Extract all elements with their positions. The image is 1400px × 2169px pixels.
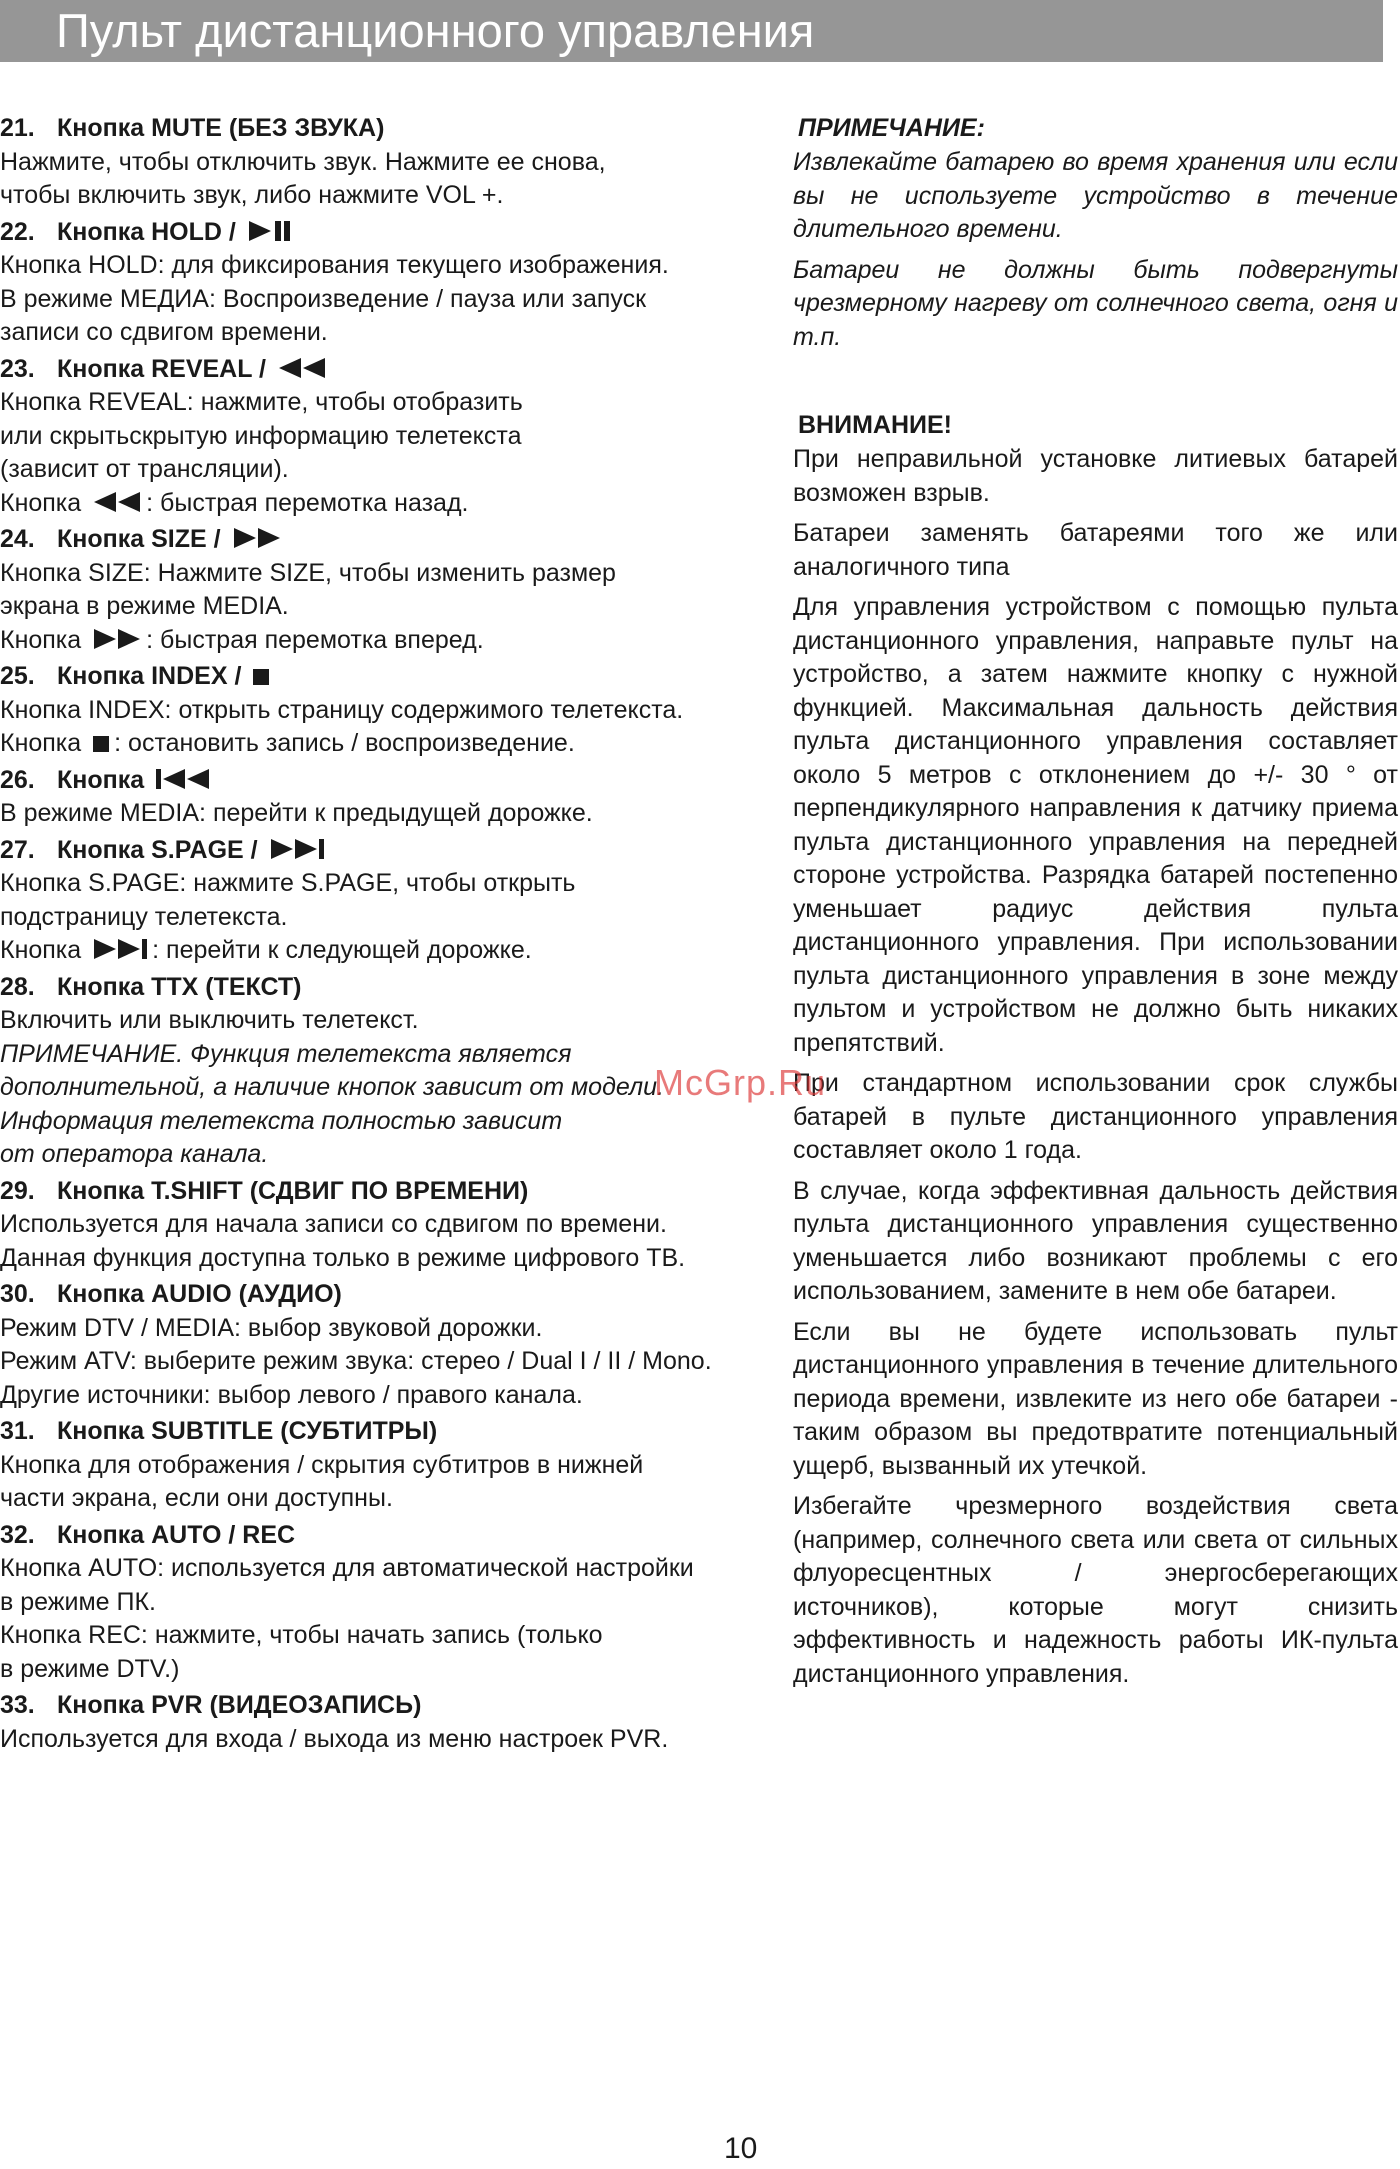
item-text: Кнопка REVEAL: нажмите, чтобы отобразить — [0, 388, 523, 416]
item-title: Кнопка AUTO / REC — [57, 1520, 296, 1549]
rewind-icon — [277, 357, 327, 379]
item-text: Кнопка — [0, 729, 82, 757]
item-note: дополнительной, а наличие кнопок зависит от модели. — [0, 1073, 664, 1101]
item-text: : быстрая перемотка вперед. — [146, 625, 484, 654]
left-column — [0, 112, 785, 1759]
play-pause-icon — [247, 220, 293, 242]
item-number: 33. — [0, 1691, 35, 1719]
item-text: Используется для входа / выхода из меню настроек PVR. — [0, 1724, 669, 1753]
item-title: Кнопка SUBTITLE (СУБТИТРЫ) — [57, 1417, 438, 1445]
item-title: Кнопка SIZE / — [57, 525, 221, 553]
warning-paragraph: В случае, когда эффективная дальность действия пульта дистанционного управления существенно уменьшается либо возникают проблемы с его использованием, замените в нем обе батареи. — [793, 1176, 1398, 1305]
item-title: Кнопка TTX (ТЕКСТ) — [57, 972, 302, 1001]
page-header-bar — [0, 0, 1383, 62]
item-number: 29. — [0, 1176, 35, 1205]
item-text: экрана в режиме MEDIA. — [0, 592, 289, 620]
item-text: подстраницу телетекста. — [0, 902, 288, 931]
item-27-spage — [0, 834, 785, 968]
watermark: McGrp.Ru — [654, 1062, 827, 1103]
item-number: 31. — [0, 1417, 35, 1445]
item-number: 24. — [0, 525, 35, 553]
warning-paragraph: Для управления устройством с помощью пульта дистанционного управления, направьте пульт на устройство, а затем нажмите кнопку с нужной функцией. Максимальная дальность действия пульта дистанционного управления составляет около 5 метров с отклонением до +/- 30 ° от перпендикулярного направления к датчику приема пульта дистанционного управления на передней стороне устройства. Разрядка батарей постепенно уменьшает радиус действия пульта дистанционного управления. При использовании пульта дистанционного управления в зоне между пультом и устройством не должно быть никаких препятствий. — [793, 593, 1398, 1057]
item-text: Режим ATV: выберите режим звука: стерео / Dual I / II / Mono. — [0, 1347, 712, 1375]
right-column — [793, 112, 1398, 1698]
item-text: Кнопка — [0, 488, 82, 517]
item-title: Кнопка PVR (ВИДЕОЗАПИСЬ) — [57, 1691, 422, 1719]
item-text: Кнопка для отображения / скрытия субтитров в нижней — [0, 1450, 644, 1479]
item-21-mute — [0, 112, 785, 213]
item-text: Данная функция доступна только в режиме цифрового ТВ. — [0, 1243, 686, 1272]
skip-next-icon — [269, 838, 325, 860]
fast-forward-icon — [232, 527, 282, 549]
stop-icon — [252, 668, 270, 686]
item-29-tshift — [0, 1175, 785, 1276]
item-text: части экрана, если они доступны. — [0, 1484, 393, 1512]
note-paragraph: Батареи не должны быть подвергнуты чрезмерному нагреву от солнечного света, огня и т.п. — [793, 255, 1398, 351]
page-number: 10 — [724, 2132, 758, 2165]
item-text: В режиме MEDIA: перейти к предыдущей дорожке. — [0, 799, 593, 827]
item-text: Кнопка INDEX: открыть страницу содержимого телетекста. — [0, 695, 684, 724]
rewind-icon — [92, 491, 142, 513]
item-31-subtitle — [0, 1415, 785, 1516]
item-text: (зависит от трансляции). — [0, 455, 289, 483]
section-gap — [793, 361, 1398, 409]
item-text: Включить или выключить телетекст. — [0, 1006, 419, 1034]
item-title: Кнопка S.PAGE / — [57, 835, 258, 864]
item-title: Кнопка MUTE (БЕЗ ЗВУКА) — [57, 114, 385, 142]
item-text: записи со сдвигом времени. — [0, 318, 328, 346]
warning-paragraph: При стандартном использовании срок службы батарей в пульте дистанционного управления составляет около 1 года. — [793, 1069, 1398, 1164]
item-text: Кнопка AUTO: используется для автоматической настройки — [0, 1554, 694, 1582]
item-25-index — [0, 660, 785, 761]
page-title: Пульт дистанционного управления — [56, 4, 815, 57]
item-number: 25. — [0, 662, 35, 690]
item-number: 30. — [0, 1280, 35, 1308]
item-text: Используется для начала записи со сдвигом по времени. — [0, 1210, 667, 1238]
item-note: Информация телетекста полностью зависит — [0, 1106, 563, 1135]
item-text: Кнопка — [0, 936, 82, 964]
item-note: ПРИМЕЧАНИЕ. Функция телетекста является — [0, 1039, 572, 1068]
item-note: от оператора канала. — [0, 1140, 269, 1168]
note-paragraph: Извлекайте батарею во время хранения или если вы не используете устройство в течение длительного времени. — [793, 148, 1398, 243]
item-number: 27. — [0, 835, 35, 864]
item-number: 26. — [0, 765, 35, 794]
item-text: Кнопка S.PAGE: нажмите S.PAGE, чтобы открыть — [0, 869, 576, 897]
item-title: Кнопка T.SHIFT (СДВИГ ПО ВРЕМЕНИ) — [57, 1176, 529, 1205]
item-24-size — [0, 523, 785, 657]
item-number: 23. — [0, 354, 35, 383]
warning-paragraph: Избегайте чрезмерного воздействия света (например, солнечного света или света от сильных флуоресцентных / энергосберегающих источников), которые могут снизить эффективность и надежность работы ИК-пульта дистанционного управления. — [793, 1492, 1398, 1688]
item-text: Кнопка REC: нажмите, чтобы начать запись (только — [0, 1621, 603, 1649]
item-text: в режиме DTV.) — [0, 1654, 180, 1683]
skip-previous-icon — [155, 768, 211, 790]
item-text: Другие источники: выбор левого / правого канала. — [0, 1380, 583, 1409]
item-23-reveal — [0, 353, 785, 521]
item-number: 22. — [0, 217, 35, 246]
item-title: Кнопка — [57, 765, 145, 794]
warning-heading: ВНИМАНИЕ! — [798, 411, 952, 439]
warning-paragraph: Если вы не будете использовать пульт дистанционного управления в течение длительного периода времени, извлеките из него обе батареи - таким образом вы предотвратите потенциальный ущерб, вызванный их утечкой. — [793, 1317, 1398, 1480]
item-text: чтобы включить звук, либо нажмите VOL +. — [0, 181, 504, 209]
item-text: или скрытьскрытую информацию телетекста — [0, 421, 522, 450]
item-text: Кнопка HOLD: для фиксирования текущего изображения. — [0, 251, 669, 279]
skip-next-icon — [92, 938, 148, 960]
item-33-pvr — [0, 1689, 785, 1756]
item-text: в режиме ПК. — [0, 1587, 156, 1616]
item-text: Кнопка — [0, 625, 82, 654]
item-30-audio — [0, 1278, 785, 1412]
warning-paragraph: Батареи заменять батареями того же или аналогичного типа — [793, 519, 1398, 581]
item-text: : остановить запись / воспроизведение. — [114, 729, 575, 757]
item-26-previous — [0, 764, 785, 831]
item-number: 21. — [0, 114, 35, 142]
fast-forward-icon — [92, 628, 142, 650]
stop-icon — [92, 735, 110, 753]
item-text: Кнопка SIZE: Нажмите SIZE, чтобы изменить размер — [0, 558, 616, 587]
item-title: Кнопка HOLD / — [57, 217, 236, 246]
item-number: 32. — [0, 1520, 35, 1549]
item-text: : быстрая перемотка назад. — [146, 488, 469, 517]
item-22-hold — [0, 216, 785, 350]
item-title: Кнопка INDEX / — [57, 662, 242, 690]
item-title: Кнопка AUDIO (АУДИО) — [57, 1280, 342, 1308]
item-number: 28. — [0, 972, 35, 1001]
note-heading: ПРИМЕЧАНИЕ: — [798, 114, 985, 142]
item-text: Нажмите, чтобы отключить звук. Нажмите ее снова, — [0, 147, 606, 176]
warning-paragraph: При неправильной установке литиевых батарей возможен взрыв. — [793, 445, 1398, 507]
item-text: Режим DTV / MEDIA: выбор звуковой дорожки. — [0, 1313, 543, 1342]
item-text: В режиме МЕДИА: Воспроизведение / пауза или запуск — [0, 284, 647, 313]
item-text: : перейти к следующей дорожке. — [152, 936, 532, 964]
item-title: Кнопка REVEAL / — [57, 354, 266, 383]
item-32-auto-rec — [0, 1519, 785, 1687]
